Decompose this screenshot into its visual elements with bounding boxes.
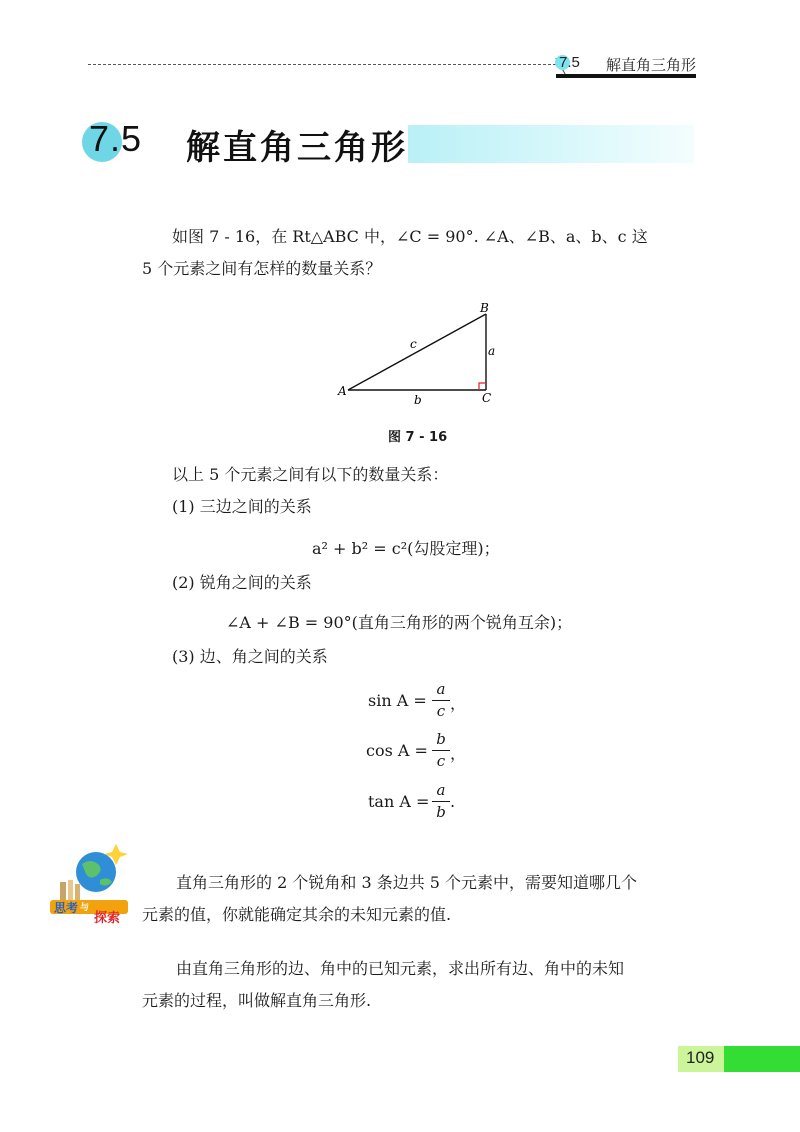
think-explore-icon — [46, 842, 142, 928]
sin-punct: ， — [450, 694, 467, 713]
badge-explore: 探索 — [94, 911, 121, 926]
section-number: 7.5 — [89, 118, 143, 159]
header-dashed-rule — [88, 64, 556, 65]
relations-intro: 以上 5 个元素之间有以下的数量关系： — [172, 465, 449, 484]
definition-line-1: 由直角三角形的边、角中的已知元素，求出所有边、角中的未知 — [176, 959, 625, 978]
sin-numerator: a — [436, 680, 446, 698]
cos-numerator: b — [436, 730, 446, 748]
cos-lhs: cos A = — [366, 741, 428, 760]
tan-lhs: tan A = — [368, 792, 430, 811]
label-b: b — [414, 393, 422, 407]
triangle-figure — [330, 298, 510, 410]
cos-fraction-bar — [432, 750, 450, 751]
cos-denominator: c — [436, 752, 446, 770]
label-c: c — [410, 337, 417, 351]
tan-fraction-bar — [432, 801, 450, 802]
right-angle-mark — [479, 383, 486, 390]
intro-line-2: 5 个元素之间有怎样的数量关系？ — [142, 259, 382, 278]
page-number-bar — [724, 1046, 800, 1072]
page-number: 109 — [686, 1048, 715, 1067]
badge-and: 与 — [80, 903, 90, 913]
sin-fraction-bar — [432, 700, 450, 701]
definition-line-2: 元素的过程，叫做解直角三角形. — [142, 991, 372, 1010]
cos-punct: ， — [450, 744, 467, 763]
label-a: a — [488, 344, 496, 358]
header-underline — [556, 74, 696, 78]
header-section-title: 解直角三角形 — [606, 56, 697, 74]
label-A: A — [338, 384, 347, 398]
badge-think: 思考 — [54, 901, 79, 915]
tan-numerator: a — [436, 781, 446, 799]
angle-sum-formula: ∠A + ∠B = 90°(直角三角形的两个锐角互余)； — [226, 613, 573, 632]
header-section-number: 7.5 — [559, 54, 580, 71]
sin-lhs: sin A = — [368, 691, 427, 710]
think-line-2: 元素的值，你就能确定其余的未知元素的值. — [142, 905, 452, 924]
relation-item-1: (1) 三边之间的关系 — [172, 497, 312, 516]
side-c — [348, 314, 486, 390]
sin-denominator: c — [436, 702, 446, 720]
tan-denominator: b — [436, 803, 446, 821]
intro-line-1: 如图 7 - 16，在 Rt△ABC 中，∠C = 90°. ∠A、∠B、a、b、c 这 — [172, 227, 648, 246]
title-gradient-band — [408, 125, 694, 163]
relation-item-2: (2) 锐角之间的关系 — [172, 573, 312, 592]
pythagorean-formula: a² + b² = c²(勾股定理)； — [312, 539, 500, 558]
tan-punct: . — [450, 792, 456, 811]
label-C: C — [482, 391, 492, 405]
think-line-1: 直角三角形的 2 个锐角和 3 条边共 5 个元素中，需要知道哪几个 — [176, 873, 638, 892]
figure-caption: 图 7 - 16 — [388, 430, 448, 445]
section-title: 解直角三角形 — [186, 128, 408, 168]
label-B: B — [480, 301, 489, 315]
relation-item-3: (3) 边、角之间的关系 — [172, 647, 328, 666]
